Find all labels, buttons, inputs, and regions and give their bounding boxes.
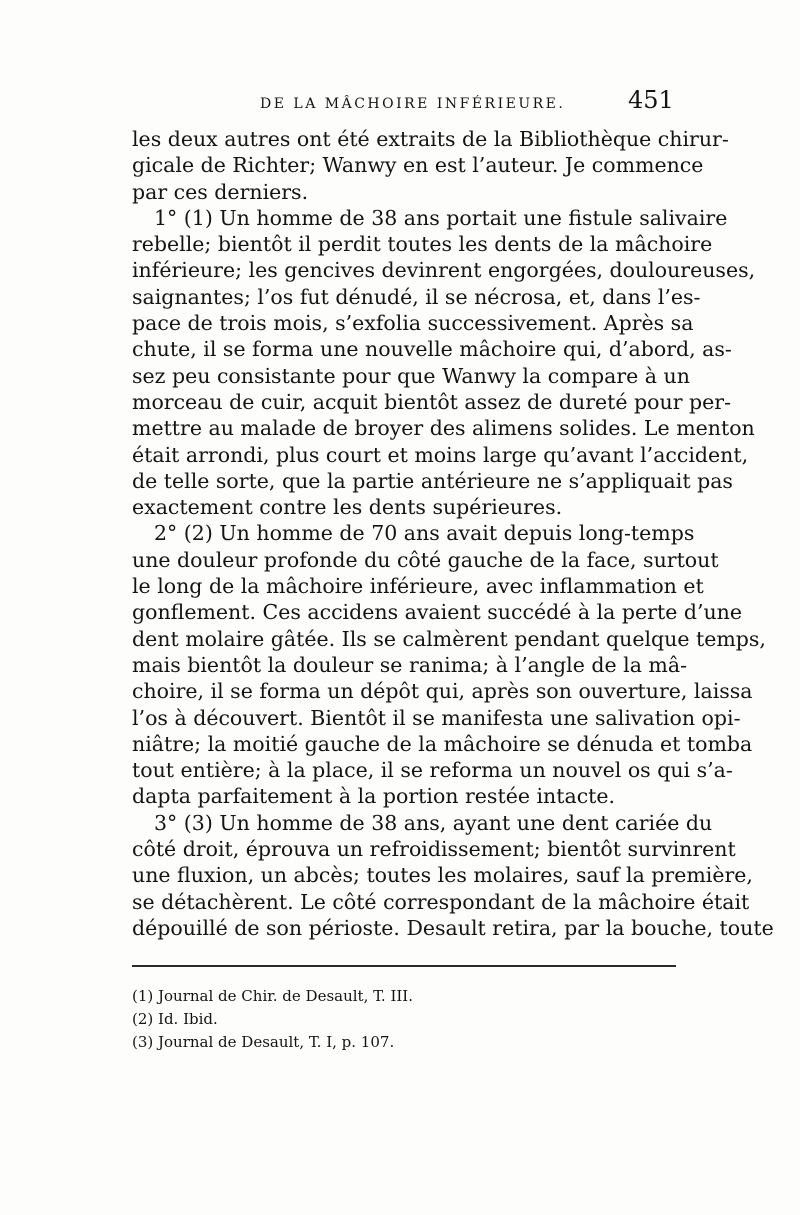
text-line: rebelle; bientôt il perdit toutes les dents de la mâchoire [132, 232, 713, 257]
text-line: les deux autres ont été extraits de la Bibliothèque chirur- [132, 127, 729, 151]
text-line: mais bientôt la douleur se ranima; à l’angle de la mâ- [132, 652, 688, 677]
text-line: 2° (2) Un homme de 70 ans avait depuis long-temps [154, 521, 695, 546]
text-line: côté droit, éprouva un refroidissement; bientôt survinrent [132, 837, 736, 862]
text-line: gicale de Richter; Wanwy en est l’auteur. Je commence [132, 153, 704, 178]
text-line: morceau de cuir, acquit bientôt assez de dureté pour per- [132, 389, 732, 414]
text-line: gonflement. Ces accidens avaient succédé à la perte d’une [132, 600, 743, 625]
text-line: une douleur profonde du côté gauche de la face, surtout [132, 547, 719, 572]
text-line: chute, il se forma une nouvelle mâchoire qui, d’abord, as- [132, 337, 732, 362]
text-line: niâtre; la moitié gauche de la mâchoire se dénuda et tomba [132, 731, 753, 756]
text-line: une fluxion, un abcès; toutes les molaires, sauf la première, [132, 863, 753, 888]
text-line: choire, il se forma un dépôt qui, après son ouverture, laissa [132, 679, 753, 704]
text-line: mettre au malade de broyer des alimens solides. Le menton [132, 416, 755, 441]
body-text [132, 126, 774, 941]
running-head: DE LA MÂCHOIRE INFÉRIEURE. [260, 96, 566, 112]
footnote: (2) Id. Ibid. [132, 1010, 218, 1028]
text-line: par ces derniers. [132, 179, 309, 204]
text-line: 1° (1) Un homme de 38 ans portait une fistule salivaire [154, 205, 728, 230]
text-line: dapta parfaitement à la portion restée intacte. [132, 784, 616, 809]
text-line: pace de trois mois, s’exfolia successivement. Après sa [132, 311, 694, 336]
page-number: 451 [628, 86, 674, 114]
footnote: (3) Journal de Desault, T. I, p. 107. [132, 1033, 395, 1051]
text-line: inférieure; les gencives devinrent engorgées, douloureuses, [132, 258, 756, 283]
text-line: exactement contre les dents supérieures. [132, 495, 563, 520]
text-line: dent molaire gâtée. Ils se calmèrent pendant quelque temps, [132, 626, 766, 651]
text-line: 3° (3) Un homme de 38 ans, ayant une dent cariée du [154, 810, 713, 835]
text-line: sez peu consistante pour que Wanwy la compare à un [132, 363, 690, 388]
text-line: saignantes; l’os fut dénudé, il se nécrosa, et, dans l’es- [132, 284, 701, 309]
text-line: l’os à découvert. Bientôt il se manifesta une salivation opi- [132, 705, 741, 730]
footnote-divider [132, 965, 676, 967]
text-line: de telle sorte, que la partie antérieure ne s’appliquait pas [132, 468, 733, 493]
text-line: était arrondi, plus court et moins large qu’avant l’accident, [132, 442, 749, 467]
text-line: dépouillé de son périoste. Desault retira, par la bouche, toute [132, 915, 774, 940]
footnotes [132, 985, 676, 1054]
text-line: tout entière; à la place, il se reforma un nouvel os qui s’a- [132, 758, 733, 783]
footnote: (1) Journal de Chir. de Desault, T. III. [132, 987, 413, 1005]
text-line: le long de la mâchoire inférieure, avec inflammation et [132, 574, 704, 599]
text-line: se détachèrent. Le côté correspondant de la mâchoire était [132, 889, 750, 914]
